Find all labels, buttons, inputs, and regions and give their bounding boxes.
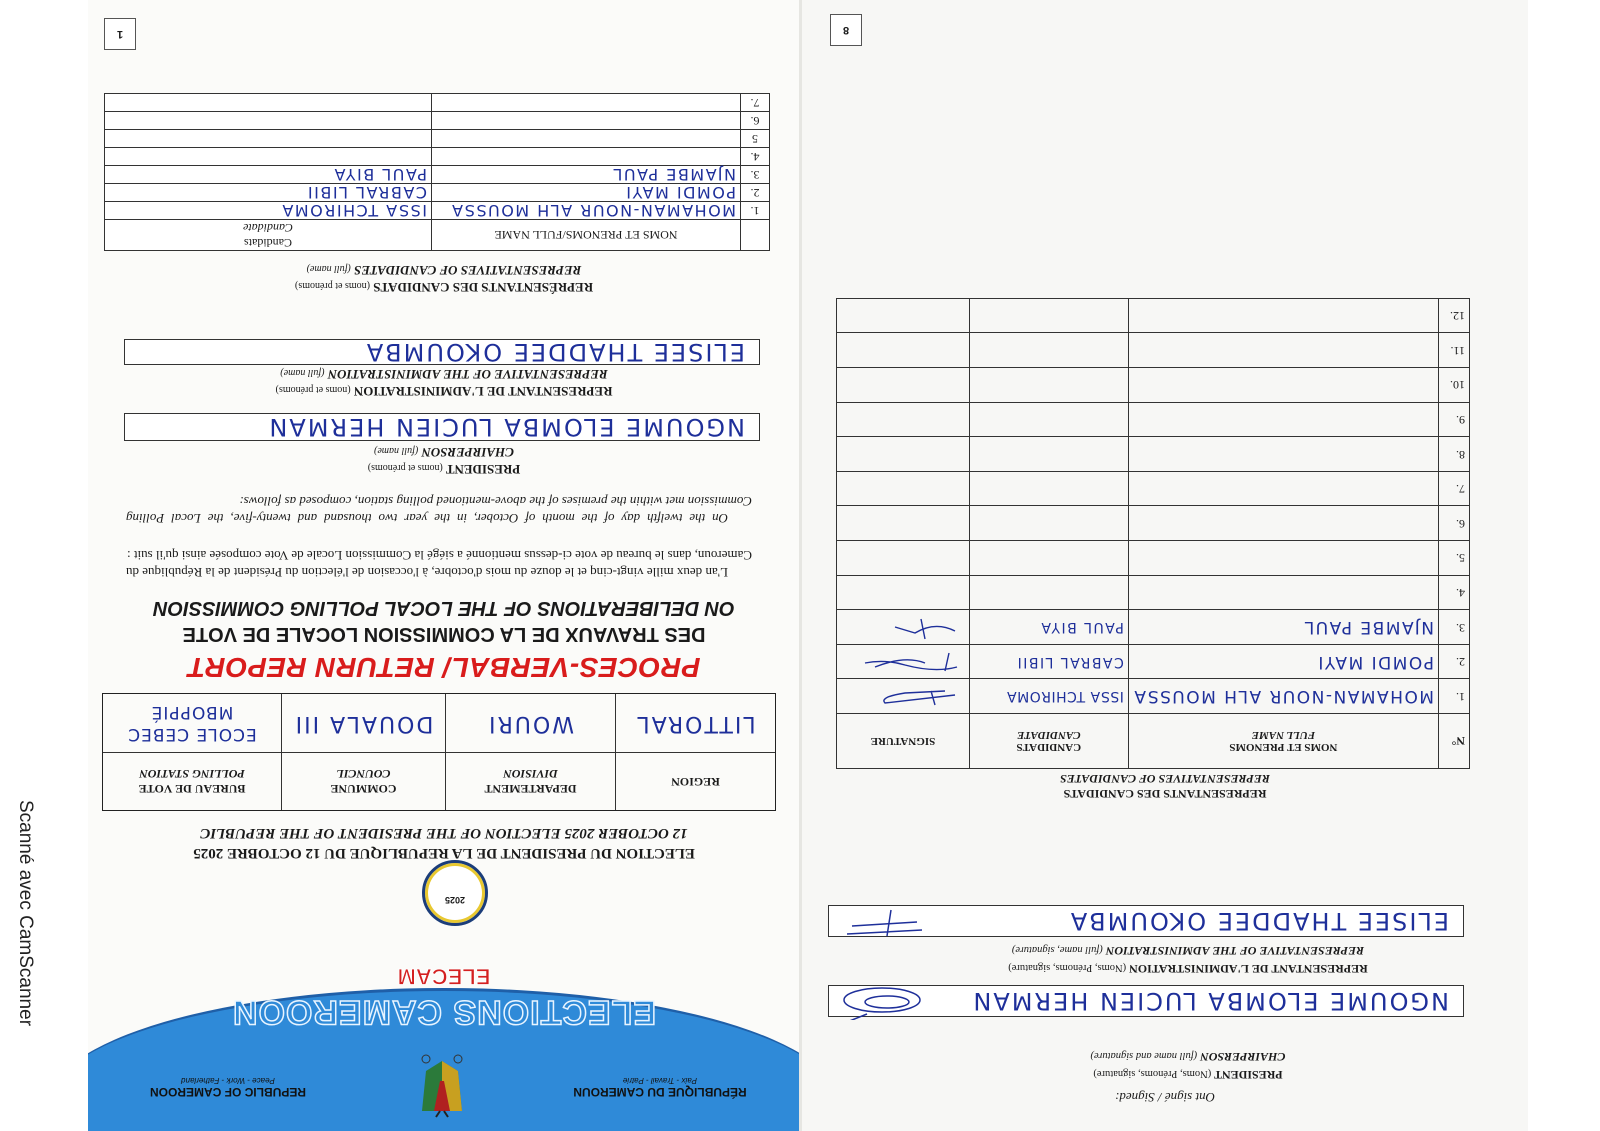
page-number: 8 [830, 14, 862, 46]
admin-rep-field[interactable]: ELISEE THADDEE OKOUMBA [124, 339, 760, 365]
report-subtitle-en: ON DELIBERATIONS OF THE LOCAL POLLING COMMISSION [153, 597, 735, 619]
admin-rep-signature-field[interactable]: ELISEE THADDEE OKOUMBA [828, 905, 1464, 937]
table-row: 5 [105, 130, 770, 148]
president-label: PRESIDENT (Noms, Prénoms, signature) CHAIRPERSON (full name and signature) [1090, 1050, 1286, 1082]
table-row: 6. [105, 112, 770, 130]
table-row: 1. MOHAMAN-NOUR ALH MOUSSA ISSA TCHIROMA [837, 679, 1470, 714]
report-title: PROCES-VERBAL/ RETURN REPORT [187, 652, 701, 683]
header-council: COMMUNE COUNCIL [281, 752, 445, 810]
location-table [102, 693, 776, 811]
signature-mark [837, 644, 970, 679]
table-row: 12. [837, 298, 1470, 333]
report-subtitle-fr: DES TRAVAUX DE LA COMMISSION LOCALE DE VOTE [182, 623, 706, 645]
page-number: 1 [104, 18, 136, 50]
election-title: ELECTION DU PRESIDENT DE LA REPUBLIQUE DU 12 OCTOBRE 2025 12 OCTOBER 2025 ELECTION OF THE PRESIDENT OF THE REPUBLIC [193, 825, 695, 861]
header-polling-station: BUREAU DE VOTE POLLING STATION [103, 752, 281, 810]
table-row: 4. [837, 575, 1470, 610]
intro-paragraph-en: On the twelfth day of the month of October, in the year two thousand and twenty-five, the Local Polling Commission met within the premises of the above-mentioned polling station, composed as follows: [126, 494, 752, 526]
candidate-reps-table [104, 93, 770, 251]
page-8-signatures [802, 0, 1528, 1131]
signed-label: Ont signé / Signed: [1115, 1090, 1216, 1105]
table-row: 7. [837, 471, 1470, 506]
signature-mark [837, 610, 970, 645]
signature-mark [837, 679, 970, 714]
intro-paragraph-fr: L'an deux mille vingt-cinq et le douze du mois d'octobre, à l'occasion de l'élection du Président de la République du Cameroun, dans le bureau de vote ci-dessus mentionné a siégé la Commission Locale de Vote composée ainsi qu'il suit : [126, 548, 752, 580]
table-row: 7. [105, 94, 770, 112]
table-header: N° NOMS ET PRENOMS FULL NAME CANDIDATS CANDIDATE SIGNATURE [837, 714, 1470, 769]
org-name: ELECTIONS CAMEROON [231, 993, 657, 1031]
candidate-reps-signature-table [836, 298, 1470, 769]
admin-rep-label: REPRESENTANT DE L'ADMINISTRATION (Noms, Prénoms, signature) REPRESENTATIVE OF THE ADMINISTRATION (full name, signature) [1008, 944, 1368, 976]
value-division: WOURI [445, 694, 615, 752]
table-row: 6. [837, 506, 1470, 541]
republic-en: REPUBLIC OF CAMEROON Peace - Work - Fatherland [150, 1076, 306, 1099]
value-council: DOUALA III [281, 694, 445, 752]
table-row: 1. MOHAMAN-NOUR ALH MOUSSA ISSA TCHIROMA [105, 202, 770, 220]
admin-rep-label: REPRESENTANT DE L'ADMINISTRATION (noms et prénoms) REPRESENTATIVE OF THE ADMINISTRATION (full name) [275, 367, 613, 399]
scanner-watermark: Scanné avec CamScanner [15, 800, 36, 1027]
candidate-reps-label: REPRESENTANTS DES CANDIDATS REPRESENTATIVES OF CANDIDATES [1060, 772, 1270, 801]
table-row: 10. [837, 368, 1470, 403]
table-row: 11. [837, 333, 1470, 368]
table-row: 2. POMDI MAYI CABRAL LIBII [837, 644, 1470, 679]
president-signature-field[interactable]: NGOUME ELOMBA LUCIEN HERMAN [828, 985, 1464, 1017]
header-division: DEPARTEMENT DIVISION [445, 752, 615, 810]
table-row: 4. [105, 148, 770, 166]
value-region: LITTORAL [615, 694, 775, 752]
coat-of-arms-icon [414, 1051, 470, 1121]
signature-scribble-icon [837, 902, 927, 940]
republic-fr: RÉPUBLIQUE DU CAMEROUN Paix - Travail - Patrie [573, 1076, 747, 1099]
page-1-return-report [88, 0, 800, 1131]
table-row: 3. NJAMBE PAUL PAUL BIYA [105, 166, 770, 184]
table-row: 8. [837, 437, 1470, 472]
table-header: NOMS ET PRENOMS/FULL NAME Candidats Candidate [105, 220, 770, 251]
table-row: 5. [837, 541, 1470, 576]
org-acronym: ELECAM [397, 964, 491, 989]
candidate-reps-label: REPRÉSENTANTS DES CANDIDATS (noms et prénoms) REPRESENTATIVES OF CANDIDATES (full name) [294, 263, 594, 295]
value-polling-station: ECOLE CEBEC MBOPPIÉ [127, 702, 257, 744]
president-label: PRESIDENT (noms et prénoms) CHAIRPERSON (full name) [367, 445, 521, 477]
table-row: 3. NJAMBE PAUL PAUL BIYA [837, 610, 1470, 645]
header-region: REGION [615, 752, 775, 810]
signature-scribble-icon [837, 982, 927, 1020]
table-row: 9. [837, 402, 1470, 437]
election-seal-icon: 2025 [422, 860, 488, 926]
elecam-header-banner [88, 931, 800, 1131]
table-row: 2. POMDI MAYI CABRAL LIBII [105, 184, 770, 202]
president-field[interactable]: NGOUME ELOMBA LUCIEN HERMAN [124, 413, 760, 441]
